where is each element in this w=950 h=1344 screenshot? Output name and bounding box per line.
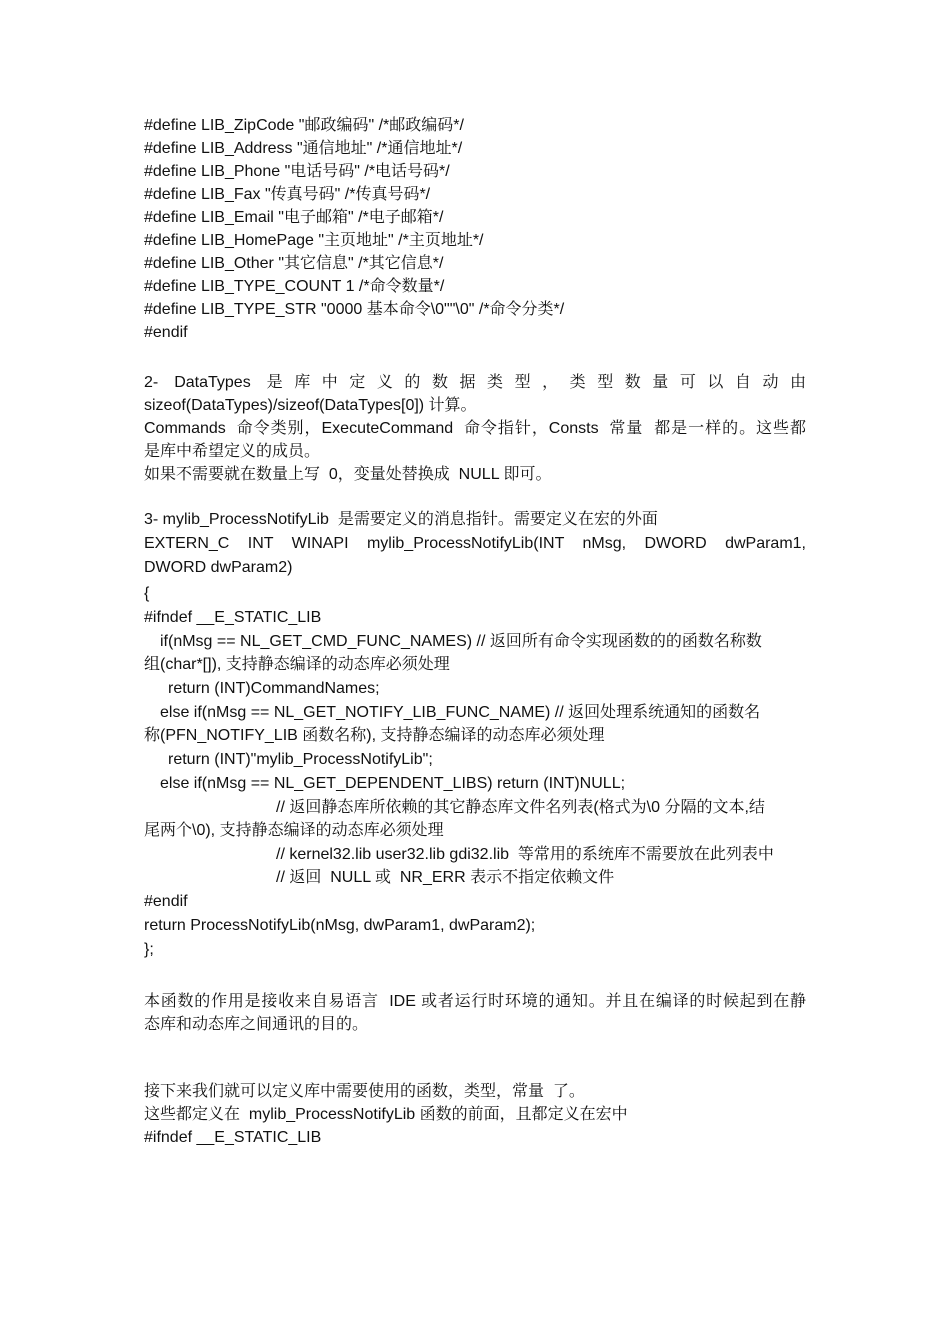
define-line-type-str: #define LIB_TYPE_STR "0000 基本命令\0""\0" /*命令分类*/	[144, 301, 565, 318]
section-2-line-5: 如果不需要就在数量上写 0，变量处替换成 NULL 即可。	[144, 466, 552, 483]
define-line-homepage: #define LIB_HomePage "主页地址" /*主页地址*/	[144, 232, 484, 249]
section-2-line-3: Commands 命令类别，ExecuteCommand 命令指针，Consts 常量 都是一样的。这些都	[144, 420, 806, 437]
purpose-line-1: 本函数的作用是接收来自易语言 IDE 或者运行时环境的通知。并且在编译的时候起到在静	[144, 993, 806, 1010]
if-dependent-libs: else if(nMsg == NL_GET_DEPENDENT_LIBS) return (INT)NULL;	[160, 775, 626, 792]
next-steps-line-1: 接下来我们就可以定义库中需要使用的函数，类型，常量 了。	[144, 1083, 585, 1100]
define-line-address: #define LIB_Address "通信地址" /*通信地址*/	[144, 140, 463, 157]
comment-dependent-libs: // 返回静态库所依赖的其它静态库文件名列表(格式为\0 分隔的文本,结	[276, 799, 765, 816]
purpose-paragraph	[144, 990, 806, 1036]
next-steps-paragraph	[144, 1080, 806, 1149]
function-signature-line-2: DWORD dwParam2)	[144, 559, 293, 576]
comment-return-null: // 返回 NULL 或 NR_ERR 表示不指定依赖文件	[276, 869, 615, 886]
define-line-zipcode: #define LIB_ZipCode "邮政编码" /*邮政编码*/	[144, 117, 464, 134]
return-process-notify-lib: return ProcessNotifyLib(nMsg, dwParam1, dwParam2);	[144, 917, 536, 934]
if-cmd-func-names: if(nMsg == NL_GET_CMD_FUNC_NAMES) // 返回所有命令实现函数的的函数名称数	[160, 633, 762, 650]
return-notify-func-name: return (INT)"mylib_ProcessNotifyLib";	[168, 751, 433, 768]
purpose-line-2: 态库和动态库之间通讯的目的。	[144, 1016, 369, 1033]
endif-static-lib: #endif	[144, 893, 188, 910]
open-brace: {	[144, 585, 150, 602]
section-3-process-notify	[144, 508, 806, 961]
ifndef-static-lib: #ifndef __E_STATIC_LIB	[144, 609, 322, 626]
define-line-phone: #define LIB_Phone "电话号码" /*电话号码*/	[144, 163, 450, 180]
function-signature-line-1: EXTERN_C INT WINAPI mylib_ProcessNotifyLib(INT nMsg, DWORD dwParam1,	[144, 535, 806, 552]
return-command-names: return (INT)CommandNames;	[168, 680, 380, 697]
section-2-line-1: 2- DataTypes 是 库 中 定 义 的 数 据 类 型 ， 类 型 数 量 可 以 自 动 由	[144, 374, 806, 391]
comment-dependent-libs-cont: 尾两个\0), 支持静态编译的动态库必须处理	[144, 822, 444, 839]
define-endif: #endif	[144, 324, 188, 341]
define-line-email: #define LIB_Email "电子邮箱" /*电子邮箱*/	[144, 209, 444, 226]
comment-system-libs: // kernel32.lib user32.lib gdi32.lib 等常用的系统库不需要放在此列表中	[276, 846, 774, 863]
define-line-other: #define LIB_Other "其它信息" /*其它信息*/	[144, 255, 444, 272]
define-block	[144, 114, 806, 344]
section-2-datatypes	[144, 371, 806, 486]
section-3-intro: 3- mylib_ProcessNotifyLib 是需要定义的消息指针。需要定义在宏的外面	[144, 511, 658, 528]
define-line-type-count: #define LIB_TYPE_COUNT 1 /*命令数量*/	[144, 278, 445, 295]
if-notify-lib-func-name: else if(nMsg == NL_GET_NOTIFY_LIB_FUNC_NAME) // 返回处理系统通知的函数名	[160, 704, 761, 721]
next-steps-ifndef: #ifndef __E_STATIC_LIB	[144, 1129, 322, 1146]
section-2-line-4: 是库中希望定义的成员。	[144, 443, 321, 460]
if-notify-lib-func-name-cont: 称(PFN_NOTIFY_LIB 函数名称), 支持静态编译的动态库必须处理	[144, 727, 605, 744]
next-steps-line-2: 这些都定义在 mylib_ProcessNotifyLib 函数的前面，且都定义在宏中	[144, 1106, 628, 1123]
section-2-line-2: sizeof(DataTypes)/sizeof(DataTypes[0]) 计算。	[144, 397, 477, 414]
close-brace: };	[144, 941, 154, 958]
define-line-fax: #define LIB_Fax "传真号码" /*传真号码*/	[144, 186, 431, 203]
if-cmd-func-names-cont: 组(char*[]), 支持静态编译的动态库必须处理	[144, 656, 450, 673]
